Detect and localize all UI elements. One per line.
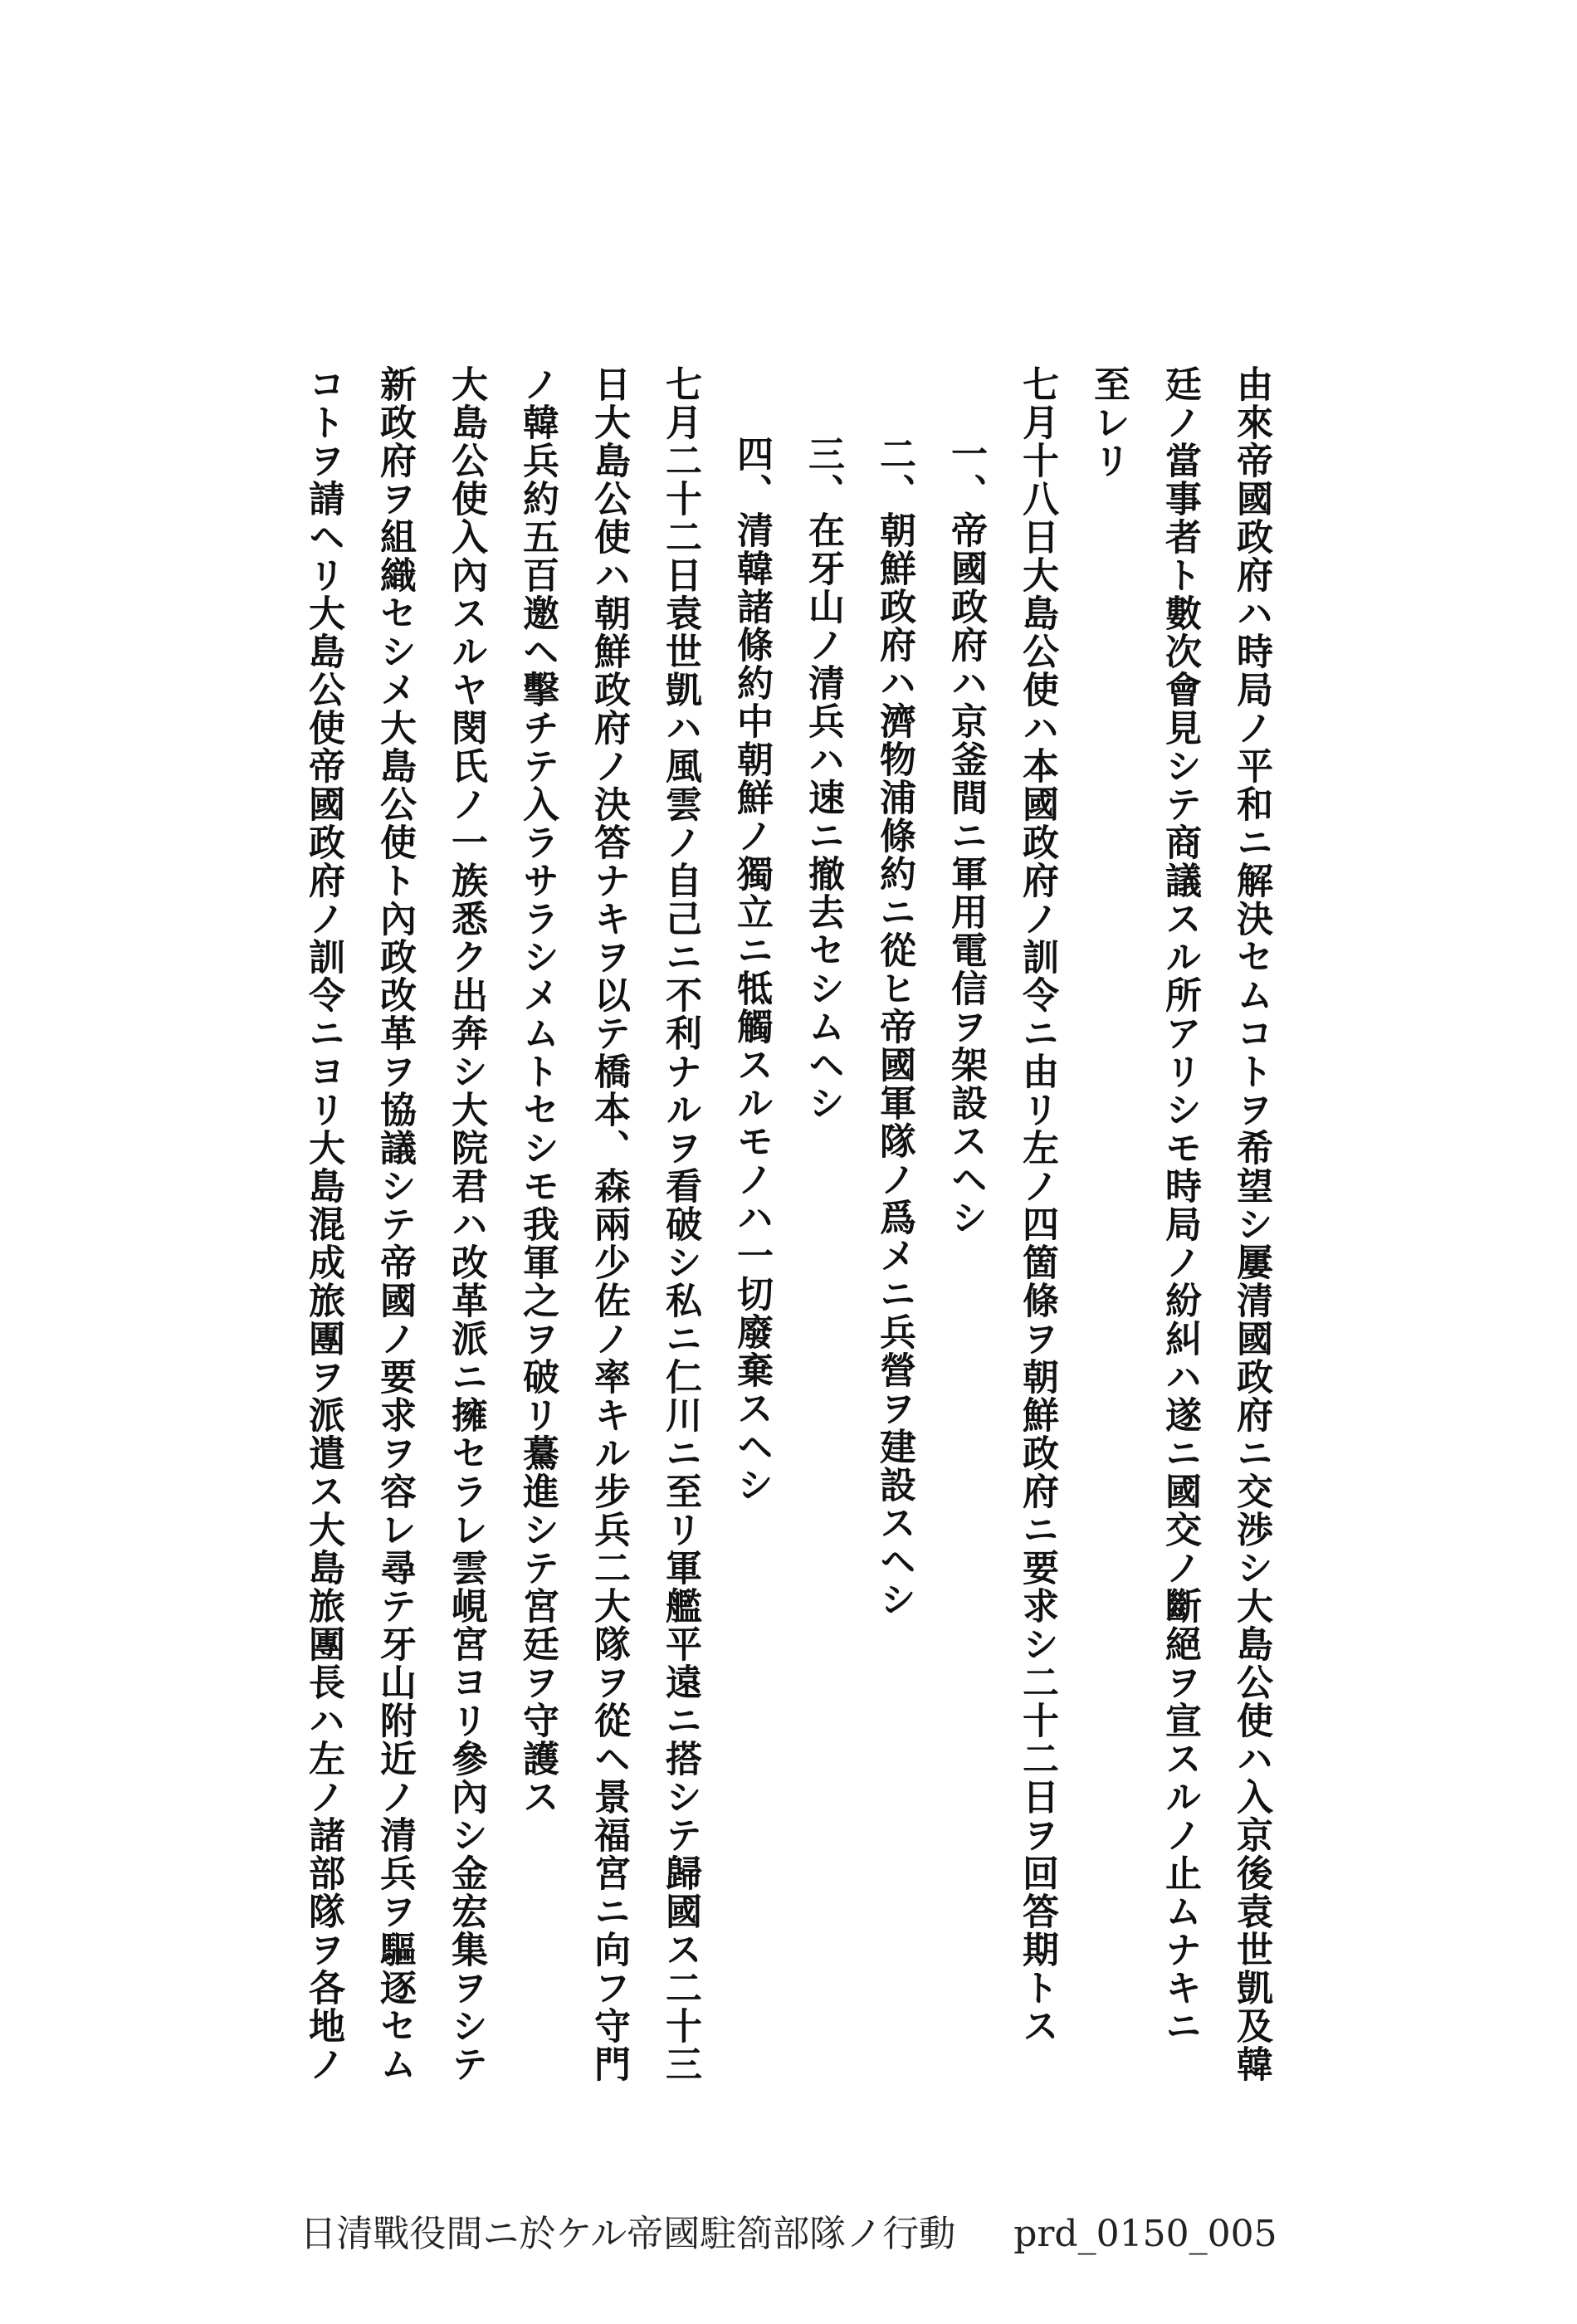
list-item: 四、清韓諸條約中朝鮮ノ獨立ニ牴觸スルモノハ一切廢棄スヘシ: [730, 434, 773, 1504]
text-line: ノ韓兵約五百邀ヘ擊チテ入ラサラシメムトセシモ我軍之ヲ破リ驀進シテ宮廷ヲ守護ス: [516, 365, 559, 1816]
list-item: 一、帝國政府ハ京釜間ニ軍用電信ヲ架設スヘシ: [945, 434, 987, 1237]
text-line: 由來帝國政府ハ時局ノ平和ニ解決セムコトヲ希望シ屢清國政府ニ交渉シ大島公使ハ入京後袁世凱及韓: [1230, 365, 1272, 2083]
text-line: コトヲ請ヘリ大島公使帝國政府ノ訓令ニヨリ大島混成旅團ヲ派遣ス大島旅團長ハ左ノ諸部隊ヲ各地ノ: [302, 365, 344, 2083]
text-line: 新政府ヲ組織セシメ大島公使ト內政改革ヲ協議シテ帝國ノ要求ヲ容レ尋テ牙山附近ノ清兵ヲ驅逐セム: [374, 365, 416, 2083]
text-line: 七月二十二日袁世凱ハ風雲ノ自己ニ不利ナルヲ看破シ私ニ仁川ニ至リ軍艦平遠ニ搭シテ歸國ス二十三: [659, 365, 701, 2083]
vertical-text-body: [287, 365, 1286, 2092]
list-item: 三、在牙山ノ清兵ハ速ニ撤去セシムヘシ: [802, 434, 844, 1122]
text-line: 廷ノ當事者ト數次會見シテ商議スル所アリシモ時局ノ紛糾ハ遂ニ國交ノ斷絕ヲ宣スルノ止ムナキニ: [1159, 365, 1201, 2045]
text-line: 日大島公使ハ朝鮮政府ノ決答ナキヲ以テ橋本、森兩少佐ノ率キル步兵二大隊ヲ從ヘ景福宮ニ向フ守門: [588, 365, 630, 2083]
text-line: 七月十八日大島公使ハ本國政府ノ訓令ニ由リ左ノ四箇條ヲ朝鮮政府ニ要求シ二十二日ヲ回答期トス: [1016, 365, 1058, 2045]
text-line: 大島公使入內スルヤ閔氏ノ一族悉ク出奔シ大院君ハ改革派ニ擁セラレ雲峴宮ヨリ參內シ金宏集ヲシテ: [445, 365, 487, 2083]
list-item: 二、朝鮮政府ハ濟物浦條約ニ從ヒ帝國軍隊ノ爲メニ兵營ヲ建設スヘシ: [873, 434, 915, 1618]
text-line: 至レリ: [1087, 365, 1130, 480]
footer-page-id: prd_0150_005: [1013, 2213, 1277, 2255]
footer-title: 日清戰役間ニ於ケル帝國駐箚部隊ノ行動: [300, 2213, 956, 2255]
page-footer: [0, 2204, 1577, 2257]
